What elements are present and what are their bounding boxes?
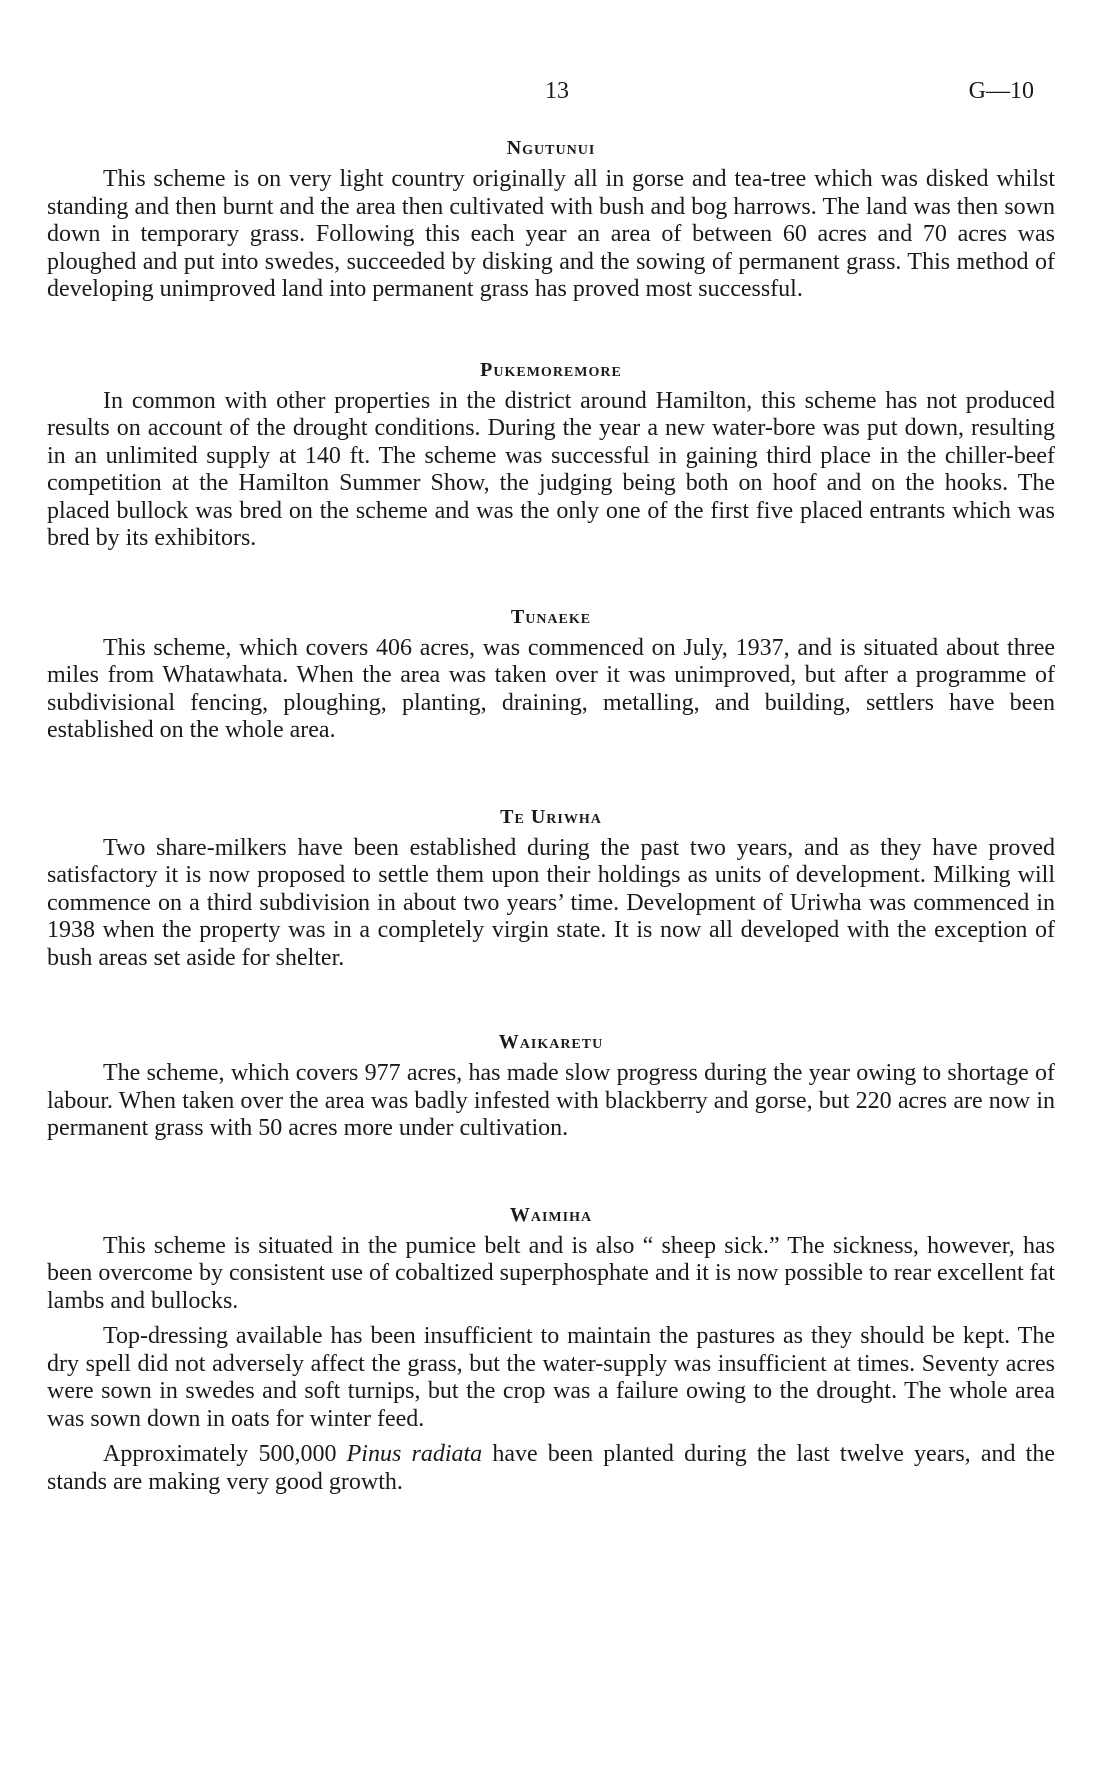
paragraph: This scheme, which covers 406 acres, was commenced on July, 1937, and is situated about three miles from Whatawhata. When the area was taken over it was unimproved, but after a programme of subdivisional fencing, ploughing, planting, draining, metalling, and building, settlers have been established on the whole area. <box>47 634 1055 743</box>
page-content <box>47 134 1055 1496</box>
section-te-uriwha <box>47 803 1055 973</box>
section-heading: Te Uriwha <box>500 805 602 828</box>
section-heading: Waikaretu <box>498 1031 604 1053</box>
section-tunaeke <box>47 603 1055 745</box>
paragraph: In common with other properties in the district around Hamilton, this scheme has not produced results on account of the drought conditions. During the year a new water-bore was put down, resulting in an unlimited supply at 140 ft. The scheme was successful in gaining third place in the chiller-beef competition at the Hamilton Summer Show, the judging being both on hoof and on the hooks. The placed bullock was bred on the scheme and was the only one of the first five placed entrants which was bred by its exhibitors. <box>47 387 1055 551</box>
section-waikaretu <box>47 1028 1055 1143</box>
paragraph-text-before: Approximately 500,000 <box>103 1441 347 1467</box>
document-reference: G—10 <box>968 78 1034 104</box>
paragraph-text-after: have been planted during the last twelve years, and the stands are making very good growth. <box>47 1441 1055 1495</box>
paragraph: The scheme, which covers 977 acres, has made slow progress during the year owing to shortage of labour. When taken over the area was badly infested with blackberry and gorse, but 220 acres are now in permanent grass with 50 acres more under cultivation. <box>47 1060 1055 1141</box>
section-heading: Waimiha <box>509 1203 593 1226</box>
paragraph: Two share-milkers have been established during the past two years, and as they have proved satisfactory it is now proposed to settle them upon their holdings as units of development. Milking will commence on a third subdivision in about two years’ time. Development of Uriwha was commenced in 1938 when the property was in a completely virgin state. It is now all developed with the exception of bush areas set aside for shelter. <box>47 834 1055 971</box>
page-header <box>0 78 1114 112</box>
paragraph: Top-dressing available has been insufficient to maintain the pastures as they should be kept. The dry spell did not adversely affect the grass, but the water-supply was insufficient at times. Seventy acres were sown in swedes and soft turnips, but the crop was a failure owing to the drought. The whole area was sown down in oats for winter feed. <box>47 1323 1055 1432</box>
section-pukemoremore <box>47 356 1055 553</box>
section-ngutunui <box>47 134 1055 304</box>
section-heading: Tunaeke <box>510 605 592 628</box>
section-waimiha <box>47 1201 1055 1497</box>
species-name-italic: Pinus radiata <box>346 1441 483 1467</box>
paragraph-pinus-radiata <box>47 1441 1055 1496</box>
paragraph: This scheme is situated in the pumice belt and is also “ sheep sick.” The sickness, however, has been overcome by consistent use of cobaltized superphosphate and it is now possible to rear excellent fat lambs and bullocks. <box>47 1232 1055 1314</box>
paragraph: This scheme is on very light country originally all in gorse and tea-tree which was disked whilst standing and then burnt and the area then cultivated with bush and bog harrows. The land was then sown down in temporary grass. Following this each year an area of between 60 acres and 70 acres was ploughed and put into swedes, succeeded by disking and the sowing of permanent grass. This method of developing unimproved land into permanent grass has proved most successful. <box>47 166 1055 302</box>
section-heading: Ngutunui <box>506 137 596 159</box>
section-heading: Pukemoremore <box>480 358 622 381</box>
page-number: 13 <box>545 78 569 104</box>
